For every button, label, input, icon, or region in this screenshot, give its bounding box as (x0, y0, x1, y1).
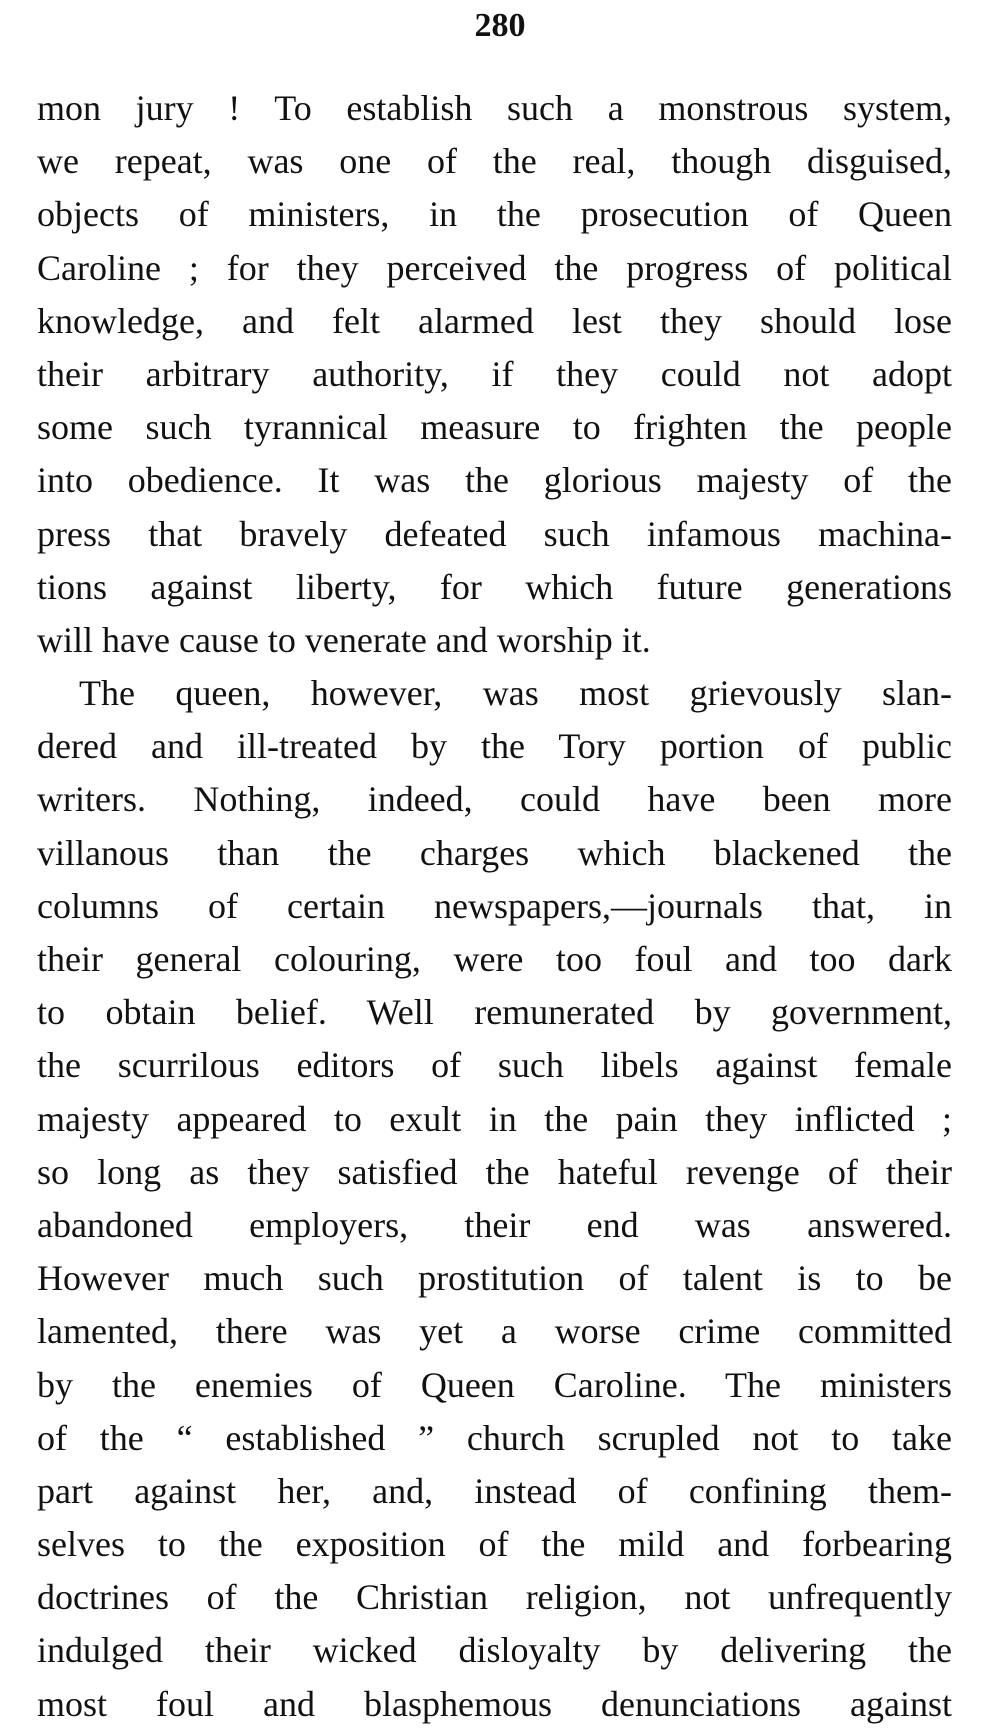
text-line: Caroline ; for they perceived the progress of political (37, 247, 952, 288)
text-line: so long as they satisfied the hateful revenge of their (37, 1151, 952, 1192)
text-line: some such tyrannical measure to frighten the people (37, 407, 952, 448)
text-line: writers. Nothing, indeed, could have been more (37, 779, 952, 820)
text-line: However much such prostitution of talent is to be (37, 1258, 952, 1299)
text-line: doctrines of the Christian religion, not unfrequently (37, 1577, 952, 1618)
page-body (37, 82, 952, 1731)
text-line: by the enemies of Queen Caroline. The ministers (37, 1364, 952, 1405)
text-line: mon jury ! To establish such a monstrous system, (37, 88, 952, 128)
text-line: The queen, however, was most grievously slan- (79, 673, 952, 714)
text-line: press that bravely defeated such infamous machina- (37, 513, 952, 554)
text-line: villanous than the charges which blackened the (37, 832, 952, 873)
text-line: abandoned employers, their end was answered. (37, 1204, 952, 1245)
text-line: indulged their wicked disloyalty by delivering the (37, 1630, 952, 1671)
text-line: dered and ill-treated by the Tory portion of public (37, 726, 952, 767)
text-line: lamented, there was yet a worse crime committed (37, 1311, 952, 1352)
text-line: their general colouring, were too foul and too dark (37, 939, 952, 979)
paragraph-2 (37, 667, 952, 1731)
text-line: selves to the exposition of the mild and forbearing (37, 1524, 952, 1565)
text-line: will have cause to venerate and worship it. (37, 619, 651, 660)
text-line: majesty appeared to exult in the pain they inflicted ; (37, 1098, 952, 1139)
text-line: part against her, and, instead of confining them- (37, 1470, 952, 1511)
text-line: columns of certain newspapers,—journals that, in (37, 885, 952, 926)
text-line: of the “ established ” church scrupled not to take (37, 1417, 952, 1458)
text-line: their arbitrary authority, if they could not adopt (37, 353, 952, 394)
text-line: we repeat, was one of the real, though disguised, (37, 141, 952, 182)
text-line: the scurrilous editors of such libels against female (37, 1045, 952, 1086)
text-line: tions against liberty, for which future generations (37, 566, 952, 607)
paragraph-1 (37, 82, 952, 667)
text-line: most foul and blasphemous denunciations against (37, 1683, 952, 1724)
text-line: knowledge, and felt alarmed lest they should lose (37, 300, 952, 341)
text-line: to obtain belief. Well remunerated by government, (37, 992, 952, 1033)
text-line: objects of ministers, in the prosecution of Queen (37, 194, 952, 235)
page-number: 280 (474, 7, 526, 44)
text-line: into obedience. It was the glorious majesty of the (37, 460, 952, 501)
